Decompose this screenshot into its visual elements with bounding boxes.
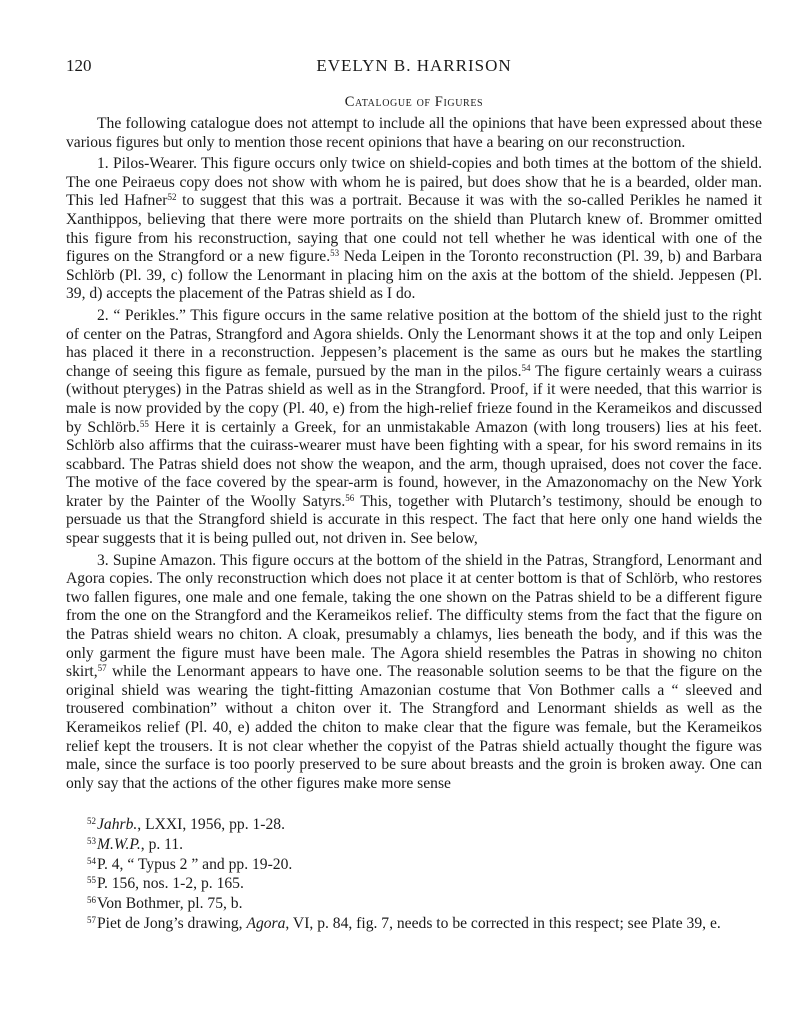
footnote bbox=[66, 855, 762, 875]
text-run: Von Bothmer, pl. 75, b. bbox=[97, 895, 243, 913]
footnote-ref: 55 bbox=[87, 875, 96, 886]
text-run: This, together with Plutarch’s testimony, should be enough to persuade us that the Strangford shield is accurate in this respect. The fact that here only one hand wields the spear suggests that it is being pulled out, not driven in. See below, bbox=[66, 492, 762, 548]
text-run: while the Lenormant appears to have one. The reasonable solution seems to be that the figure on the original shield was wearing the tight-fitting Amazonian costume that Von Bothmer calls a “ sleeved and trousered combination” without a chiton over it. The Strangford and Lenormant shields as well as the Kerameikos relief (Pl. 40, e) added the chiton to make clear that the figure was female, but the Kerameikos relief kept the trousers. It is not clear whether the copyist of the Patras shield actually thought the figure was male, since the surface is too poorly preserved to be sure about breasts and the groin is broken away. One can only say that the actions of the other figures make more sense bbox=[66, 663, 762, 792]
italic-text: Agora bbox=[246, 914, 286, 932]
section-title: Catalogue of Figures bbox=[344, 94, 484, 110]
footnote-ref: 56 bbox=[87, 895, 96, 906]
text-run: P. 156, nos. 1-2, p. 165. bbox=[97, 875, 244, 893]
paragraph bbox=[66, 115, 762, 152]
footnote-ref: 52 bbox=[87, 816, 96, 827]
footnote-ref: 57 bbox=[97, 663, 107, 674]
text-run: Neda Leipen in the Toronto reconstruction (Pl. 39, b) and Barbara Schlörb (Pl. 39, c) follow the Lenormant in placing him on the axis at the bottom of the shield. Jeppesen (Pl. 39, d) accepts the placement of the Patras shield as I do. bbox=[66, 248, 763, 303]
body-text bbox=[66, 115, 762, 793]
footnote-ref: 54 bbox=[521, 362, 531, 373]
footnote bbox=[66, 894, 762, 914]
paragraph bbox=[66, 307, 762, 549]
text-run: 2. “ Perikles.” This figure occurs in the same relative position at the bottom of the shield just to the right of center on the Patras, Strangford and Agora shields. Only the Lenormant shows it at the top and only Leipen has placed it there in a reconstruction. Jeppesen’s placement is the same as ours but he makes the startling change of seeing this figure as female, pursued by the man in the pilos. bbox=[66, 306, 762, 380]
footnote bbox=[66, 835, 762, 855]
footnote-ref: 54 bbox=[87, 855, 96, 866]
text-run: , p. 11. bbox=[140, 836, 184, 854]
page bbox=[66, 54, 762, 934]
paragraph bbox=[66, 552, 762, 794]
footnote-ref: 53 bbox=[87, 836, 96, 847]
text-run: , VI, p. 84, fig. 7, needs to be corrected in this respect; see Plate 39, e. bbox=[285, 914, 721, 932]
footnote-ref: 55 bbox=[139, 418, 149, 429]
text-run: P. 4, “ Typus 2 ” and pp. 19-20. bbox=[97, 855, 293, 873]
paragraph bbox=[66, 155, 762, 304]
footnote bbox=[66, 914, 762, 934]
text-run: , LXXI, 1956, pp. 1-28. bbox=[137, 816, 285, 834]
footnote bbox=[66, 815, 762, 835]
running-title-author: EVELYN B. HARRISON bbox=[316, 56, 512, 75]
footnote-ref: 53 bbox=[330, 248, 340, 259]
running-head bbox=[66, 54, 762, 78]
text-run: Here it is certainly a Greek, for an unmistakable Amazon (with long trousers) lies at his feet. Schlörb also affirms that the cuirass-wearer must have been fighting with a spear, for his sword remains in its scabbard. The Patras shield does not show the weapon, and the arm, though upraised, does not cover the face. The motive of the face covered by the spear-arm is found, however, in the Amazonomachy on the New York krater by the Painter of the Woolly Satyrs. bbox=[66, 418, 762, 510]
text-run: 1. Pilos-Wearer. This figure occurs only twice on shield-copies and both times at the bottom of the shield. The one Peiraeus copy does not show with whom he is paired, but does show that he is a bearded, older man. This led Hafner bbox=[66, 155, 762, 210]
text-run: The figure certainly wears a cuirass (without pteryges) in the Patras shield as well as in the Strangford. Proof, if it were needed, that this warrior is male is now provided by the copy (Pl. 40, e) from the high-relief frieze found in the Kerameikos and discussed by Schlörb. bbox=[66, 362, 762, 436]
footnote bbox=[66, 874, 762, 894]
page-number: 120 bbox=[66, 56, 92, 75]
text-run: 3. Supine Amazon. This figure occurs at the bottom of the shield in the Patras, Strangford, Lenormant and Agora copies. The only reconstruction which does not place it at center bottom is that of Schlörb, who restores two fallen figures, one male and one female, taking the one shown on the Patras shield to be a different figure from the one on the Strangford and the Kerameikos relief. The difficulty stems from the fact that the figure on the Patras shield wears no chiton. A cloak, presumably a chlamys, lies beneath the body, and if this was the only garment the figure must have been male. The Agora shield resembles the Patras in showing no chiton skirt, bbox=[66, 551, 762, 681]
footnotes bbox=[66, 815, 762, 933]
footnote-ref: 52 bbox=[167, 192, 177, 203]
footnote-ref: 57 bbox=[87, 914, 96, 925]
text-run: Piet de Jong’s drawing, bbox=[97, 914, 247, 932]
text-run: to suggest that this was a portrait. Because it was with the so-called Perikles he named it Xanthippos, believing that there were more portraits on the shield than Plutarch knew of. Brommer omitted this figure from his reconstruction, saying that one could not tell whether he was identical with one of the figures on the Strangford or a new figure. bbox=[66, 192, 762, 266]
text-run: The following catalogue does not attempt to include all the opinions that have been expressed about these various figures but only to mention those recent opinions that have a bearing on our reconstruction. bbox=[66, 115, 762, 151]
footnote-ref: 56 bbox=[345, 492, 355, 503]
italic-text: Jahrb. bbox=[97, 816, 138, 834]
italic-text: M.W.P. bbox=[97, 836, 141, 854]
